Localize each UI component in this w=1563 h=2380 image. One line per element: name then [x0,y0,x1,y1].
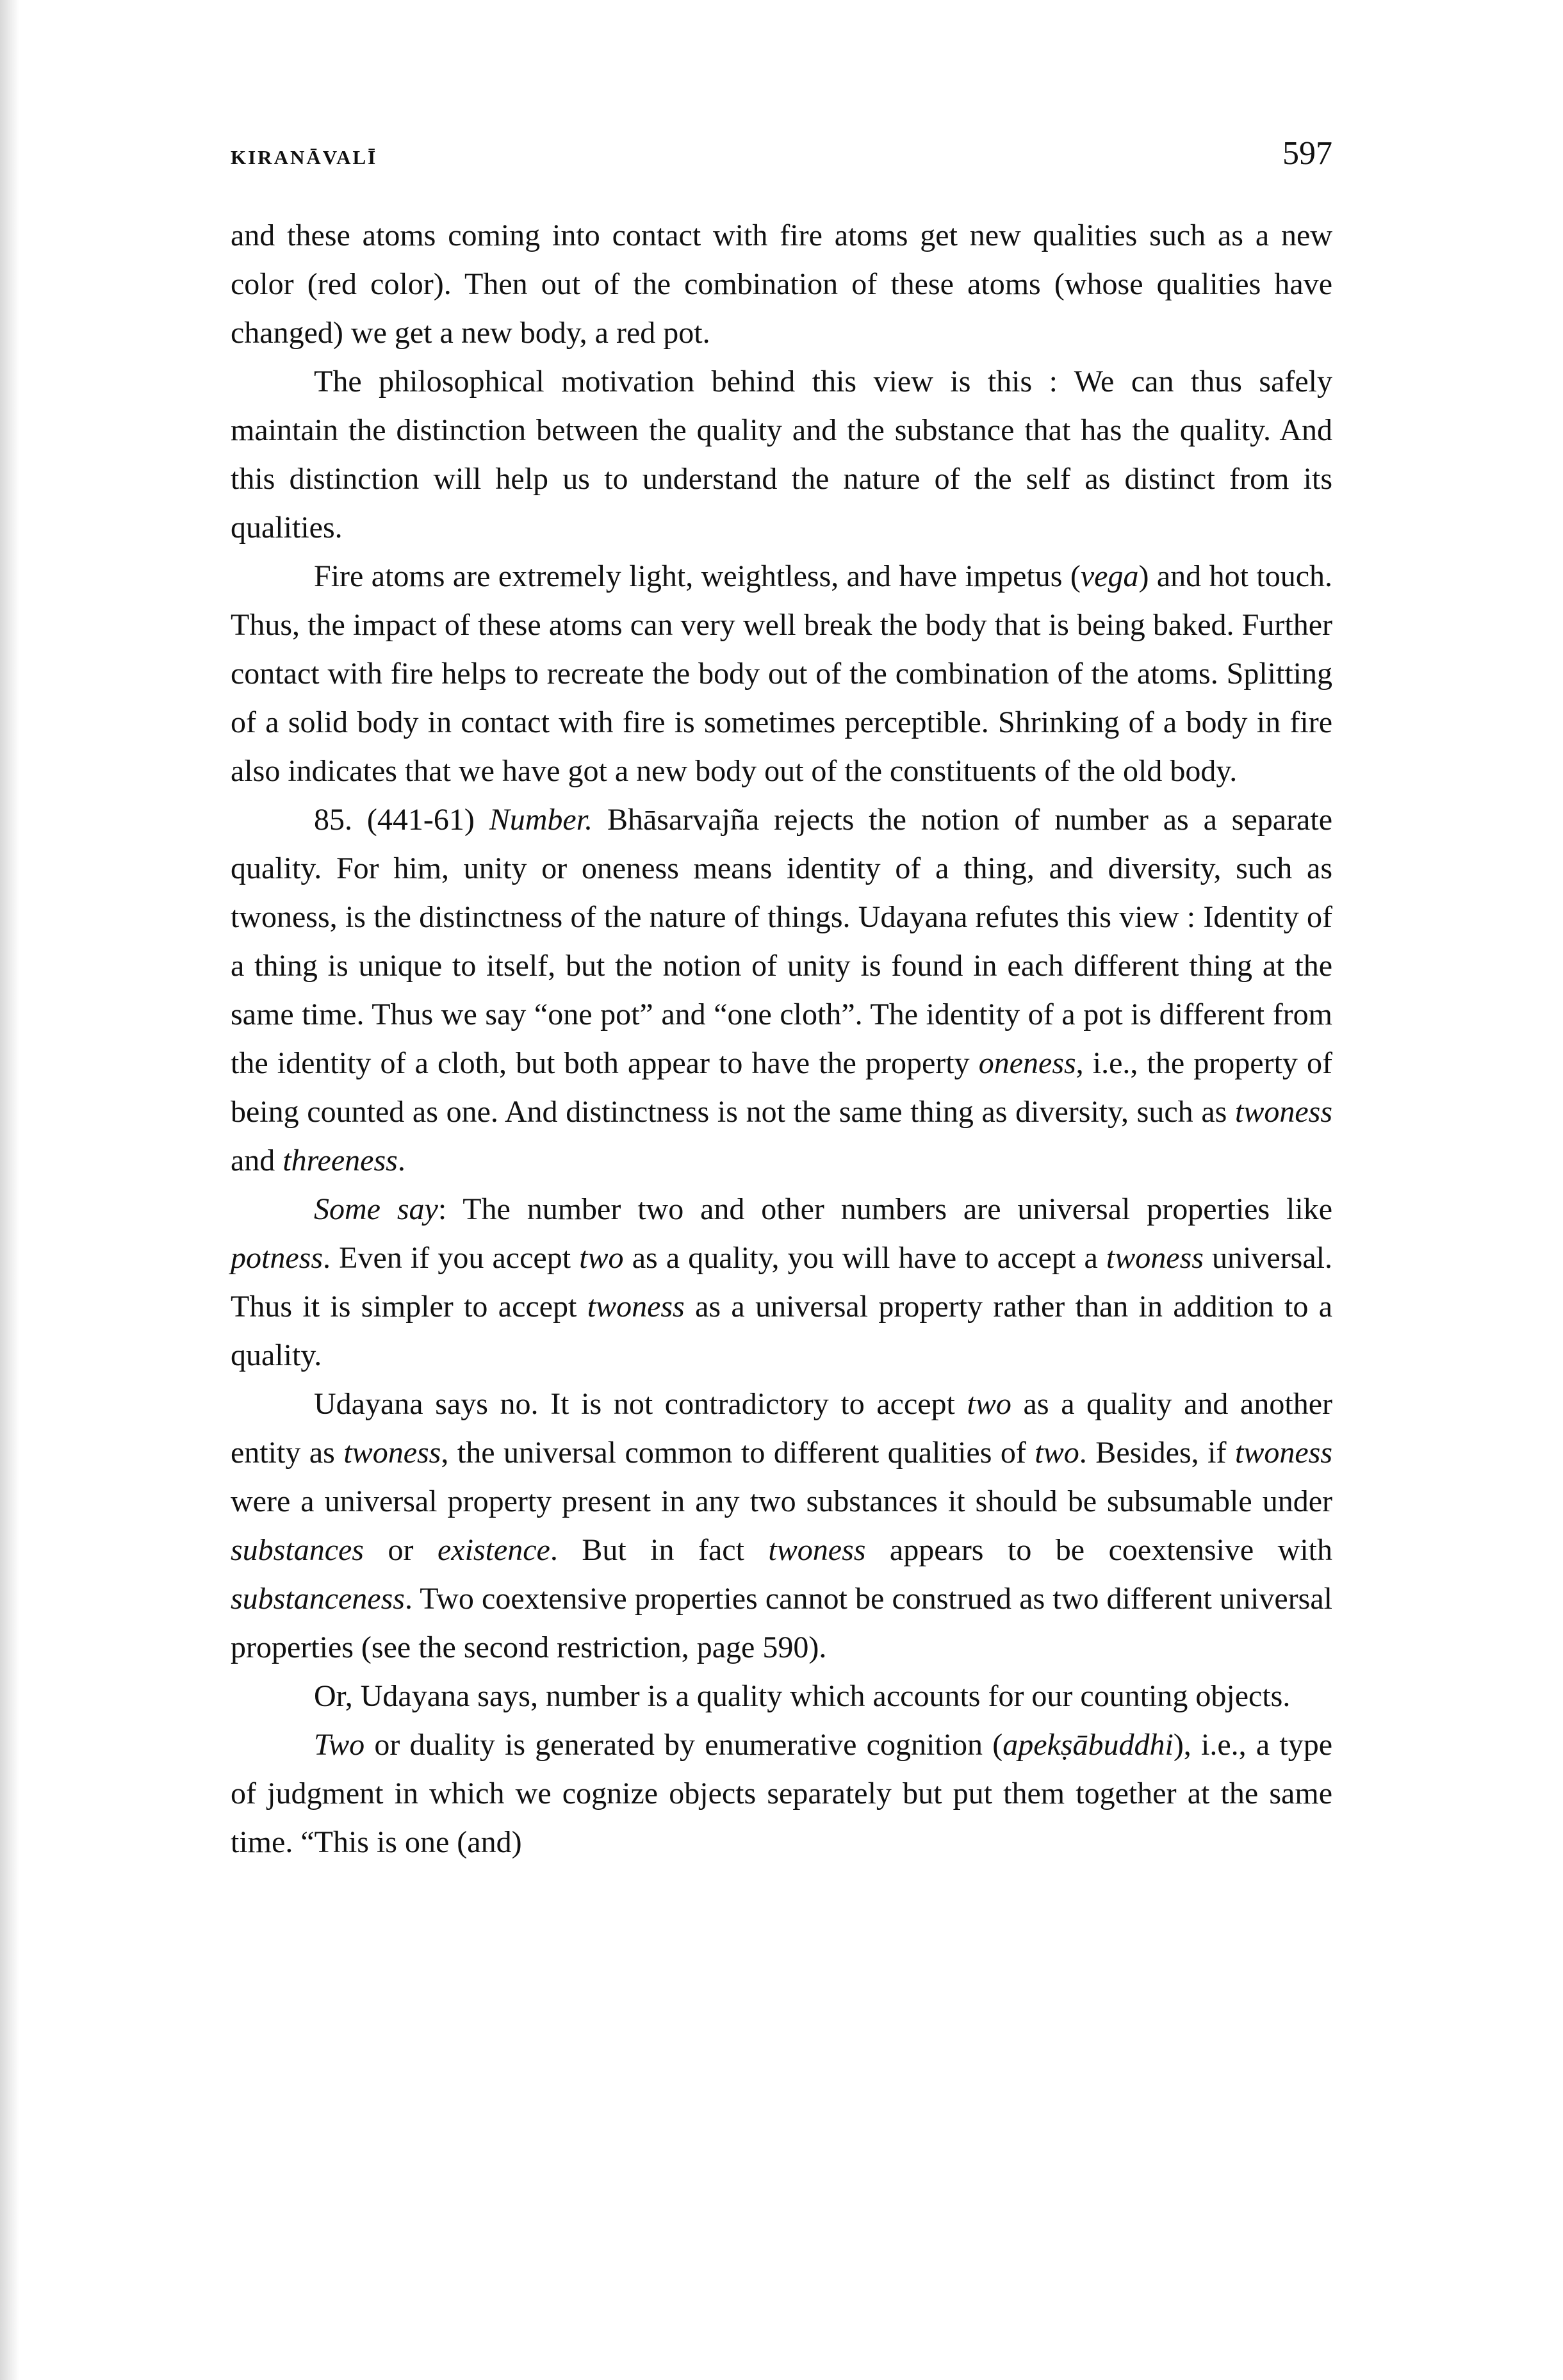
paragraph [231,796,1332,1185]
text-run: as a quality and another entity as [231,1387,1332,1470]
italic-term: apekṣābuddhi [1002,1728,1174,1762]
text-run: . [397,1144,405,1178]
text-run: ) and hot touch. Thus, the impact of these atoms can very well break the body that is being baked. Further contact with fire helps to recreate the body out of the combination of the atoms. Splitting of a solid body in contact with fire is sometimes perceptible. Shrinking of a body in fire also indicates that we have got a new body out of the constituents of the old body. [231,559,1333,788]
text-run: or [363,1533,438,1567]
text-run: , i.e., the property of being counted as one. And distinctness is not the same thing as diversity, such as [231,1046,1333,1129]
text-run: and these atoms coming into contact with fire atoms get new qualities such as a new color (red color). Then out of the combination of these atoms (whose qualities have changed) we get a new body, a red pot. [231,218,1332,350]
italic-term: Two [314,1728,365,1762]
italic-term: Some say [314,1192,438,1226]
text-run: and [231,1144,283,1178]
paragraph [231,1185,1332,1380]
italic-term: twoness [1234,1095,1332,1129]
text-run: Bhāsarvajña rejects the notion of number as a separate quality. For him, unity or oneness means identity of a thing, and diversity, such as twoness, is the distinctness of the nature of things. Udayana refutes this view : Identity of a thing is unique to itself, but the notion of unity is found in each different thing at the same time. Thus we say “one pot” and “one cloth”. The identity of a pot is different from the identity of a cloth, but both appear to have the property [231,803,1332,1080]
text-run: Or, Udayana says, number is a quality which accounts for our counting objects. [314,1679,1291,1713]
text-run: appears to be coextensive with [865,1533,1332,1567]
italic-term: two [967,1387,1011,1421]
italic-term: potness [231,1241,323,1275]
text-run: . But in fact [550,1533,769,1567]
body-text [231,211,1332,1867]
text-run: The philosophical motivation behind this view is this : We can thus safely maintain the distinction between the quality and the substance that has the quality. And this distinction will help us to understand the nature of the self as distinct from its qualities. [231,365,1332,545]
italic-term: two [1035,1436,1079,1470]
text-run: Udayana says no. It is not contradictory to accept [314,1387,967,1421]
text-run: Fire atoms are extremely light, weightless, and have impetus ( [314,559,1081,593]
text-run: : The number two and other numbers are universal properties like [438,1192,1333,1226]
text-run: as a universal property rather than in addition to a quality. [231,1290,1333,1372]
text-run: . Even if you accept [323,1241,580,1275]
paragraph [231,552,1332,796]
text-run: 85. (441-61) [314,803,489,837]
page-number: 597 [1282,135,1332,172]
text-run: , the universal common to different qualities of [441,1436,1035,1470]
text-run: as a quality, you will have to accept a [623,1241,1106,1275]
italic-term: twoness [587,1290,685,1324]
text-run: . Besides, if [1079,1436,1235,1470]
page-left-edge-shadow [0,0,19,2380]
running-title: KIRANĀVALĪ [231,146,378,168]
running-head [231,135,1332,211]
italic-term: vega [1080,559,1139,593]
text-run: were a universal property present in any two substances it should be subsumable under [231,1484,1332,1518]
italic-term: twoness [1106,1241,1204,1275]
book-page [231,135,1332,1867]
text-run: ), i.e., a type of judgment in which we cognize objects separately but put them together at the same time. “This is one (and) [231,1728,1333,1859]
paragraph [231,211,1332,357]
italic-term: oneness [978,1046,1076,1080]
paragraph [231,1672,1332,1721]
italic-term: Number. [489,803,593,837]
paragraph [231,357,1332,552]
italic-term: twoness [343,1436,441,1470]
paragraph [231,1721,1332,1867]
italic-term: threeness [282,1144,398,1178]
italic-term: substances [231,1533,364,1567]
italic-term: twoness [768,1533,866,1567]
text-run: . Two coextensive properties cannot be construed as two different universal properties (see the second restriction, page 590). [231,1582,1332,1664]
italic-term: substanceness [231,1582,405,1616]
text-run: universal. Thus it is simpler to accept [231,1241,1333,1324]
italic-term: two [579,1241,624,1275]
italic-term: existence [437,1533,550,1567]
text-run: or duality is generated by enumerative cognition ( [364,1728,1003,1762]
paragraph [231,1380,1332,1672]
italic-term: twoness [1235,1436,1333,1470]
